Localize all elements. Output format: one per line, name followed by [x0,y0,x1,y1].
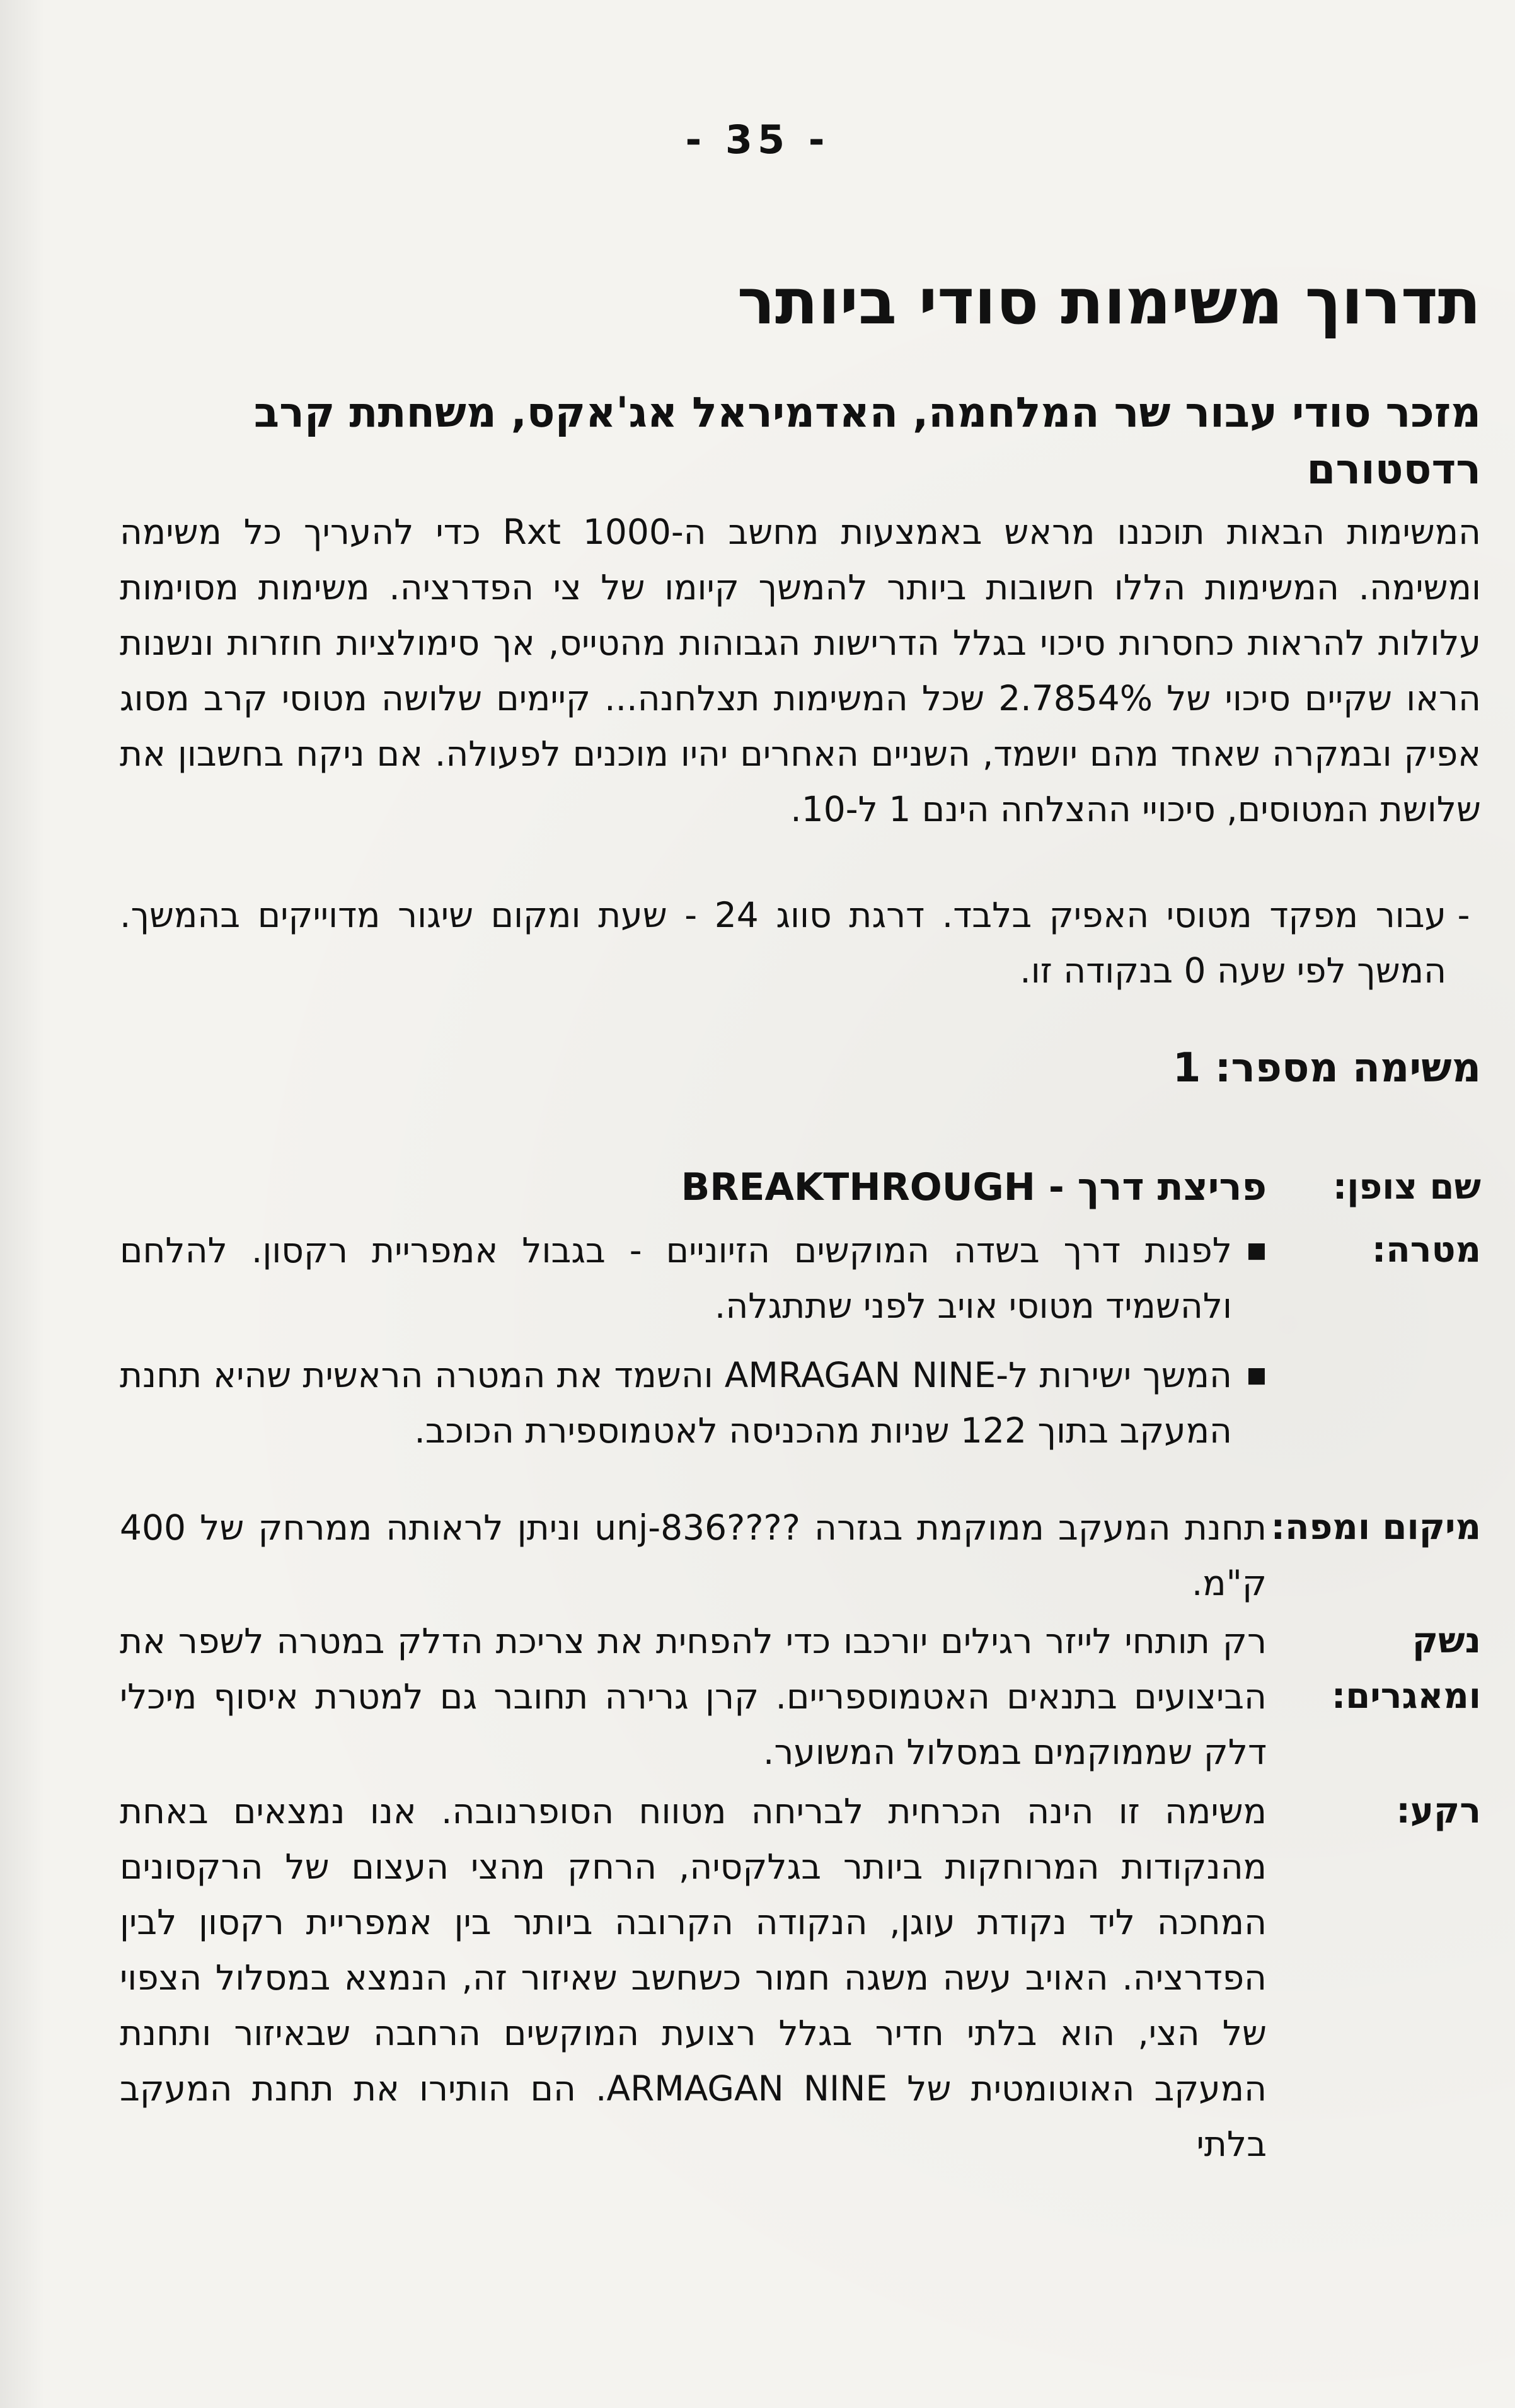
goal-bullet-item [120,1223,1267,1334]
goal-bullet-text: לפנות דרך בשדה המוקשים הזיוניים - בגבול אמפריית רקסון. להלחם ולהשמיד מטוסי אויב לפני שתתגלה. [120,1230,1232,1326]
square-bullet-icon: ■ [1246,1238,1267,1263]
chapter-title: תדרוך משימות סודי ביותר [737,265,1481,338]
goal-label: מטרה: [1371,1230,1481,1270]
memo-note [120,887,1481,998]
square-bullet-icon: ■ [1246,1362,1267,1388]
field-weapons [120,1613,1481,1780]
codename-label: שם צופן: [1332,1167,1481,1207]
field-location [120,1500,1481,1611]
location-value: תחנת המעקב ממוקמת בגזרה ????836-unj וניתן לראותה ממרחק של 400 ק"מ. [120,1507,1267,1603]
background-value: משימה זו הינה הכרחית לבריחה מטווח הסופרנובה. אנו נמצאים באחת מהנקודות המרוחקות ביותר בגלקסיה, הרחק מהצי העצום של הרקסונים המחכה ליד נקודת עוגן, הנקודה הקרובה ביותר בין אמפריית רקסון לבין הפדרציה. האויב עשה משגה חמור כשחשב שאיזור זה, הנמצא במסלול הצפוי של הצי, הוא בלתי חדיר בגלל רצועת המוקשים הרחבה שבאיזור ותחנת המעקב האוטומטית של ARMAGAN NINE. הם הותירו את תחנת המעקב בלתי [120,1791,1267,2164]
note-dash-marker: - [1457,895,1470,935]
goal-bullet-item [120,1347,1267,1458]
field-goal [120,1223,1481,1458]
mission-number-heading: משימה מספר: 1 [1172,1045,1481,1092]
field-codename [120,1160,1481,1215]
background-label: רקע: [1396,1790,1481,1831]
field-background [120,1783,1481,2172]
note-text: עבור מפקד מטוסי האפיק בלבד. דרגת סווג 24 - שעת ומקום שיגור מדוייקים בהמשך. המשך לפי שעה 0 בנקודה זו. [120,895,1446,991]
goal-bullet-text: המשך ישירות ל-AMRAGAN NINE והשמד את המטרה הראשית שהיא תחנת המעקב בתוך 122 שניות מהכניסה לאטמוספירת הכוכב. [120,1355,1232,1451]
goal-bullets [120,1223,1267,1458]
weapons-value: רק תותחי לייזר רגילים יורכבו כדי להפחית את צריכת הדלק במטרה לשפר את הביצועים בתנאים האטמוספריים. קרן גרירה תחובר גם למטרת איסוף מיכלי דלק שממוקמים במסלול המשוער. [120,1621,1267,1772]
location-label: מיקום ומפה: [1270,1507,1481,1548]
page-number: - 35 - [685,117,830,163]
weapons-label: נשק ומאגרים: [1331,1620,1481,1717]
memo-heading: מזכר סודי עבור שר המלחמה, האדמיראל אג'אקס, משחתת קרב רדסטורם [253,388,1481,493]
memo-intro-paragraph: המשימות הבאות תוכננו מראש באמצעות מחשב ה-Rxt 1000 כדי להעריך כל משימה ומשימה. המשימות הללו חשובות ביותר להמשך קיומו של צי הפדרציה. משימות מסוימות עלולות להראות כחסרות סיכוי בגלל הדרישות הגבוהות מהטייס, אך סימולציות חוזרות ונשנות הראו שקיים סיכוי של 2.7854% שכל המשימות תצלחנה... קיימים שלושה מטוסי קרב מסוג אפיק ובמקרה שאחד מהם יושמד, השניים האחרים יהיו מוכנים לפעולה. אם ניקח בחשבון את שלושת המטוסים, סיכויי ההצלחה הינם 1 ל-10. [120,512,1481,829]
codename-value: פריצת דרך - BREAKTHROUGH [681,1165,1267,1209]
